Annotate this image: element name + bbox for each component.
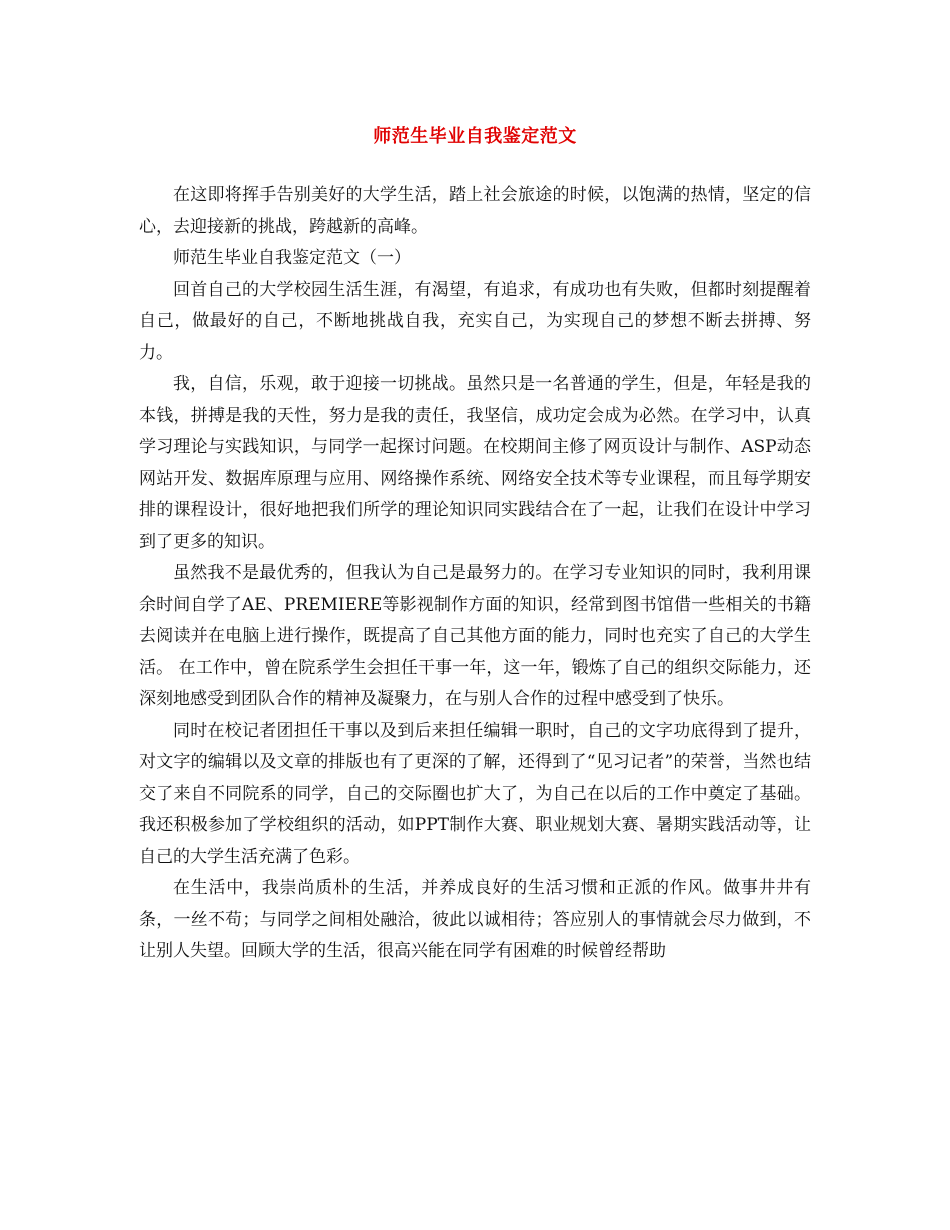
intro-paragraph: 在这即将挥手告别美好的大学生活，踏上社会旅途的时候，以饱满的热情，坚定的信心，去迎接新的挑战，跨越新的高峰。 <box>139 185 811 237</box>
document-body <box>139 180 811 968</box>
body-paragraph: 同时在校记者团担任干事以及到后来担任编辑一职时，自己的文字功底得到了提升，对文字的编辑以及文章的排版也有了更深的了解，还得到了“见习记者”的荣誉，当然也结交了来自不同院系的同学，自己的交际圈也扩大了，为自己在以后的工作中奠定了基础。我还积极参加了学校组织的活动，如PPT制作大赛、职业规划大赛、暑期实践活动等，让自己的大学生活充满了色彩。 <box>139 720 811 867</box>
document-title: 师范生毕业自我鉴定范文 <box>373 126 577 147</box>
body-paragraph: 回首自己的大学校园生活生涯，有渴望，有追求，有成功也有失败，但都时刻提醒着自己，做最好的自己，不断地挑战自我，充实自己，为实现自己的梦想不断去拼搏、努力。 <box>139 279 811 363</box>
body-paragraph: 虽然我不是最优秀的，但我认为自己是最努力的。在学习专业知识的同时，我利用课余时间自学了AE、PREMIERE等影视制作方面的知识，经常到图书馆借一些相关的书籍去阅读并在电脑上进行操作，既提高了自己其他方面的能力，同时也充实了自己的大学生活。 在工作中，曾在院系学生会担任干事一年，这一年，锻炼了自己的组织交际能力，还深刻地感受到团队合作的精神及凝聚力，在与别人合作的过程中感受到了快乐。 <box>139 563 811 709</box>
section-heading: 师范生毕业自我鉴定范文（一） <box>173 248 411 268</box>
body-paragraph: 我，自信，乐观，敢于迎接一切挑战。虽然只是一名普通的学生，但是，年轻是我的本钱，拼搏是我的天性，努力是我的责任，我坚信，成功定会成为必然。在学习中，认真学习理论与实践知识，与同学一起探讨问题。在校期间主修了网页设计与制作、ASP动态网站开发、数据库原理与应用、网络操作系统、网络安全技术等专业课程，而且每学期安排的课程设计，很好地把我们所学的理论知识同实践结合在了一起，让我们在设计中学习到了更多的知识。 <box>139 374 811 552</box>
body-paragraph: 在生活中，我崇尚质朴的生活，并养成良好的生活习惯和正派的作风。做事井井有条，一丝不苟；与同学之间相处融洽，彼此以诚相待；答应别人的事情就会尽力做到，不让别人失望。回顾大学的生活，很高兴能在同学有困难的时候曾经帮助 <box>139 878 811 961</box>
